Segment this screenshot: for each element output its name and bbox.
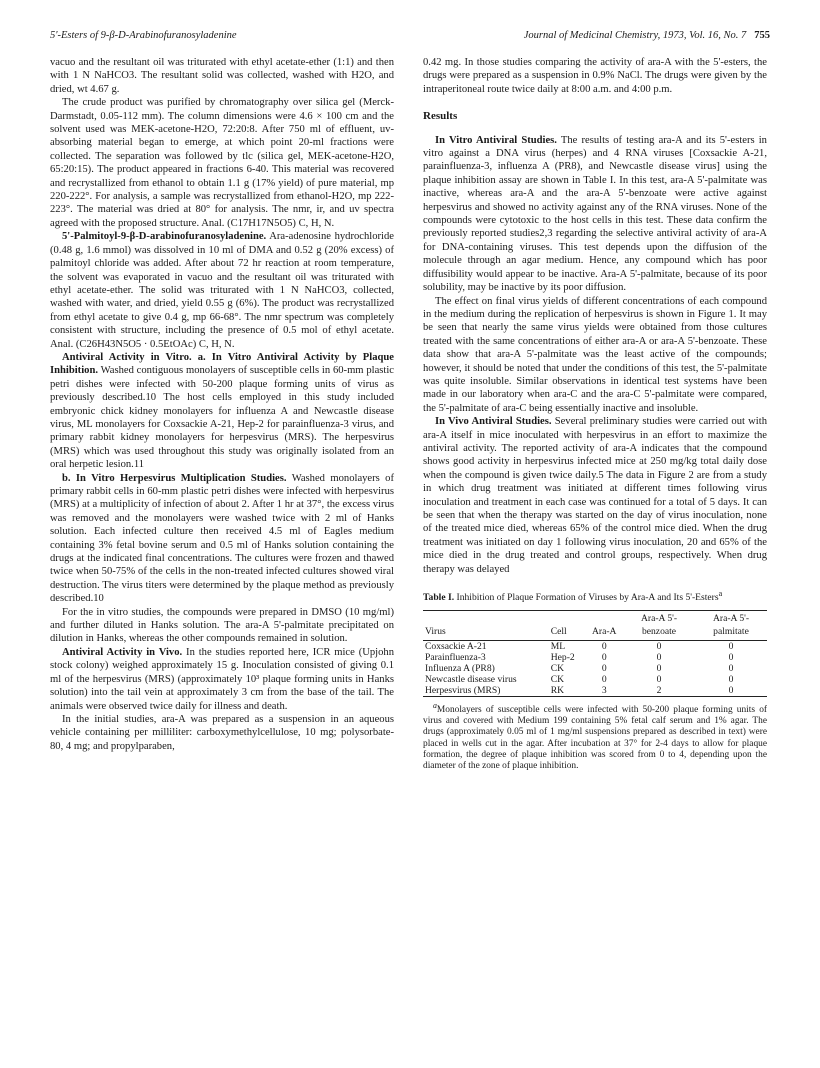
paragraph bbox=[50, 646, 394, 713]
paragraph: The effect on final virus yields of different concentrations of each compound in the medium during the replication of herpesvirus is shown in Figure 1. It may be seen that nearly the same virus yields were obtained from those cultures treated with the same concentrations of either ara-A or ara-A 5'-benzoate. These data show that ara-A 5'-palmitate was the least active of the compounds; however, it should be noted that under the conditions of this test, the 5'-palmitate was quite insoluble. Similar observations in identical test systems have been made in our laboratory when ara-C and the ara-C 5'-palmitate were compared, the 5'-palmitate of ara-C being essentially inactive and insoluble. bbox=[423, 295, 767, 414]
table-cell: Newcastle disease virus bbox=[425, 673, 517, 685]
table-header-row bbox=[423, 610, 767, 640]
table-cell: 0 bbox=[601, 651, 607, 663]
table-cell: 0 bbox=[728, 651, 734, 663]
table-footnote bbox=[423, 700, 767, 773]
table-header-cell: Ara-A 5'-benzoate bbox=[623, 610, 695, 640]
paragraph-run-in-heading: b. In Vitro Herpesvirus Multiplication Studies. bbox=[62, 472, 287, 484]
paragraph bbox=[423, 415, 767, 576]
paragraph-text: In the studies reported here, ICR mice (Upjohn stock colony) weighed approximately 15 g. Inoculation consisted of giving 0.1 ml of the herpesvirus (MRS) (approximately 10³ plaque forming units in Hanks solution) into the tail vein at approximately 3 cm from the base of the tail. The animals were observed twice daily for illness and death. bbox=[50, 646, 395, 712]
left-column bbox=[50, 56, 394, 753]
header-article-title: 5'-Esters of 9-β-D-Arabinofuranosyladenine bbox=[50, 30, 237, 41]
table-cell: 0 bbox=[656, 673, 662, 685]
header-journal-citation: Journal of Medicinal Chemistry, 1973, Vol. 16, No. 7 bbox=[523, 30, 747, 41]
table-cell: 0 bbox=[601, 673, 607, 685]
table-cell: 3 bbox=[586, 685, 624, 697]
table-caption bbox=[423, 588, 767, 604]
table-cell: 0 bbox=[728, 640, 734, 652]
table-cell: 0 bbox=[656, 662, 662, 674]
paragraph: 0.42 mg. In those studies comparing the activity of ara-A with the 5'-esters, the drugs were prepared as a suspension in 0.9% NaCl. The drugs were given by the intraperitoneal route twice daily at 8:00 a.m. and 4:00 p.m. bbox=[423, 57, 767, 95]
table-caption-mark: a bbox=[718, 589, 723, 599]
table-cell: 2 bbox=[623, 685, 695, 697]
table-cell: 0 bbox=[601, 640, 607, 652]
table-cell: 0 bbox=[656, 640, 662, 652]
paragraph: vacuo and the resultant oil was triturated with ethyl acetate-ether (1:1) and then with 1 N NaHCO3. The resultant solid was collected, washed with H2O, and dried, wt 4.67 g. bbox=[50, 57, 394, 95]
data-table bbox=[423, 610, 767, 697]
running-header bbox=[50, 30, 770, 46]
right-column bbox=[423, 56, 767, 772]
paragraph bbox=[50, 230, 394, 351]
table-row bbox=[423, 663, 767, 674]
page-number: 755 bbox=[754, 30, 770, 41]
header-journal bbox=[524, 30, 770, 41]
table-header-cell: Virus bbox=[423, 610, 549, 640]
table-cell: 0 bbox=[728, 673, 734, 685]
paragraph-text: Washed contiguous monolayers of susceptible cells in 60-mm plastic petri dishes were infected with 50-200 plaque forming units of virus as previously described.10 The host cells employed in this study included embryonic chick kidney monolayers for influenza A and Newcastle disease virus, ML monolayers for Coxsackie A-21, Hep-2 for parainfluenza-3 virus, and primary rabbit kidney monolayers for herpesvirus (MRS). The herpesvirus (MRS) which was used throughout this study was originally isolated from an oral herpetic lesion.11 bbox=[50, 365, 394, 471]
table-cell: Parainfluenza-3 bbox=[425, 651, 486, 663]
table-cell: 0 bbox=[728, 662, 734, 674]
table-cell: RK bbox=[549, 685, 586, 697]
table-cell: Hep-2 bbox=[550, 651, 575, 663]
table-caption-text: Inhibition of Plaque Formation of Viruses by Ara-A and Its 5'-Esters bbox=[454, 592, 719, 604]
paragraph: In the initial studies, ara-A was prepared as a suspension in an aqueous vehicle containing per milliliter: carboxymethylcellulose, 10 mg; polysorbate-80, 4 mg; and propylparaben, bbox=[50, 713, 394, 752]
paragraph: The crude product was purified by chromatography over silica gel (Merck-Darmstadt, 0.05-112 mm). The column dimensions were 4.6 × 100 cm and the solvent used was MEK-acetone-H2O, 72:20:8. After 750 ml of effluent, uv-absorbing material began to emerge, at which point 20-ml fractions were collected. The separation was followed by tlc (silica gel, MEK-acetone-H2O, 65:20:15). The product appeared in fractions 6-40. This material was recovered and recrystallized from ethanol to obtain 1.1 g (17% yield) of pure material, mp 220-222°. For analysis, a sample was recrystallized from ethanol-H2O, mp 222-223°. The material was dried at 80° for analysis. The nmr, ir, and uv spectra agreed with the proposed structure. Anal. (C17H17N5O5) C, H, N. bbox=[50, 97, 394, 229]
paragraph-text: The results of testing ara-A and its 5'-esters in vitro against a DNA virus (herpes) and 4 RNA viruses [Coxsackie A-21, parainfluenza-3, influenza A (PR8), and Newcastle disease virus] using the plaque inhibition assay are shown in Table I. In this test, ara-A 5'-palmitate was inactive, whereas ara-A and the ara-A 5'-benzoate were active against herpesvirus and showed no activity against any of the RNA viruses. None of the compounds were cytotoxic to the host cells in this test. These data confirm the previously reported studies2,3 regarding the selective antiviral activity of ara-A for DNA-containing viruses. This test depends upon the diffusion of the molecule through an agar medium. Hence, any compound which has poor diffusibility would appear to be inactive. Ara-A 5'-palmitate, because of its poor solubility, may be inactive by its poor diffusion. bbox=[423, 134, 767, 294]
paragraph-run-in-heading: In Vitro Antiviral Studies. bbox=[435, 134, 557, 146]
table-footnote-mark: a bbox=[433, 700, 437, 710]
table-cell: CK bbox=[550, 662, 565, 674]
table-header-cell: Cell bbox=[549, 610, 586, 640]
paragraph-text: Several preliminary studies were carried out with ara-A itself in mice inoculated with herpesvirus in an effort to maximize the antiviral activity. The reported activity of ara-A indicates that the compound shows good activity in herpesvirus infected mice at 250 mg/kg total daily dose when the compound is given twice daily.5 The data in Figure 2 are from a study in which drug treatment was initiated at different times following virus inoculation and treatment in each case was continued for a total of 5 days. It can be seen that when the therapy was started on the day of virus inoculation, none of the treated mice died, whereas 65% of the control mice died. When the drug treatment was initiated on day 1 following virus inoculation, 20 and 65% of the mice died in the drug treated and control groups, respectively. When drug therapy was delayed bbox=[423, 416, 767, 575]
paragraph-run-in-heading: Antiviral Activity in Vitro. a. In Vitro Antiviral Activity by Plaque Inhibition. bbox=[50, 351, 394, 377]
paragraph-text: Ara-adenosine hydrochloride (0.48 g, 1.6 mmol) was dissolved in 10 ml of DMA and 0.52 g (20% excess) of palmitoyl chloride was added. After about 72 hr reaction at room temperature, the solvent was evaporated in vacuo and the resultant oil was triturated with ethyl acetate-ether. The solid was triturated with 1 N NaHCO3, collected, washed with water, and dried, yield 0.55 g (6%). The product was recrystallized from ethyl acetate to give 0.4 g, mp 66-68°. The nmr spectrum was completely consistent with structure, including the presence of 0.5 mol of ethyl acetate. Anal. (C26H43N5O5 · 0.5EtOAc) C, H, N. bbox=[50, 231, 394, 350]
section-heading-results: Results bbox=[423, 110, 458, 123]
table-cell: 0 bbox=[695, 685, 767, 697]
paragraph bbox=[50, 472, 394, 606]
table-row bbox=[423, 685, 767, 697]
table-cell: Coxsackie A-21 bbox=[425, 640, 487, 652]
paragraph: For the in vitro studies, the compounds were prepared in DMSO (10 mg/ml) and further diluted in Hanks solution. The ara-A 5'-palmitate precipitated on dilution in Hanks, whereas the other compounds remained in solution. bbox=[50, 606, 394, 645]
table-row bbox=[423, 674, 767, 685]
table-caption-label: Table I. bbox=[423, 592, 455, 604]
table-cell: 0 bbox=[601, 662, 607, 674]
table-footnote-text: Monolayers of susceptible cells were infected with 50-200 plaque forming units of virus and covered with Medium 199 containing 5% fetal calf serum and 1% agar. The drugs (approximately 0.05 ml of 1 mg/ml suspensions prepared as described in text) were placed in wells cut in the agar. After incubation at 37° for 2-4 days to allow for plaque formation, the degree of plaque inhibition was scored from 0 to 4, depending upon the diameter of the zone of plaque inhibition. bbox=[423, 704, 767, 772]
table-cell: CK bbox=[550, 673, 565, 685]
table-row bbox=[423, 652, 767, 663]
paragraph-run-in-heading: 5'-Palmitoyl-9-β-D-arabinofuranosyladenine. bbox=[62, 231, 267, 243]
table-header-cell: Ara-A bbox=[586, 610, 624, 640]
paragraph-run-in-heading: In Vivo Antiviral Studies. bbox=[435, 416, 552, 428]
table-header-cell: Ara-A 5'-palmitate bbox=[695, 610, 767, 640]
table-cell: Herpesvirus (MRS) bbox=[423, 685, 549, 697]
paragraph bbox=[423, 134, 767, 295]
table-cell: 0 bbox=[656, 651, 662, 663]
table-cell: ML bbox=[550, 640, 566, 652]
table-cell: Influenza A (PR8) bbox=[425, 662, 495, 674]
paragraph-run-in-heading: Antiviral Activity in Vivo. bbox=[62, 646, 183, 658]
paragraph-text: Washed monolayers of primary rabbit cells in 60-mm plastic petri dishes were infected with herpesvirus (MRS) at a multiplicity of infection of about 2. After 1 hr at 37°, the excess virus was removed and the monolayers were washed twice with 2 ml of Hanks solution. Each infected culture then received 4.5 ml of Eagles medium containing 3% fetal bovine serum and 0.5 ml of Hanks solution containing the drugs at the indicated final concentrations. The cultures were frozen and thawed twice when 50-75% of the cells in the non-treated infected cultures showed viral destruction. The virus titers were determined by the plaque method as previously described.10 bbox=[50, 472, 394, 605]
table-row bbox=[423, 640, 767, 652]
paragraph bbox=[50, 351, 394, 472]
